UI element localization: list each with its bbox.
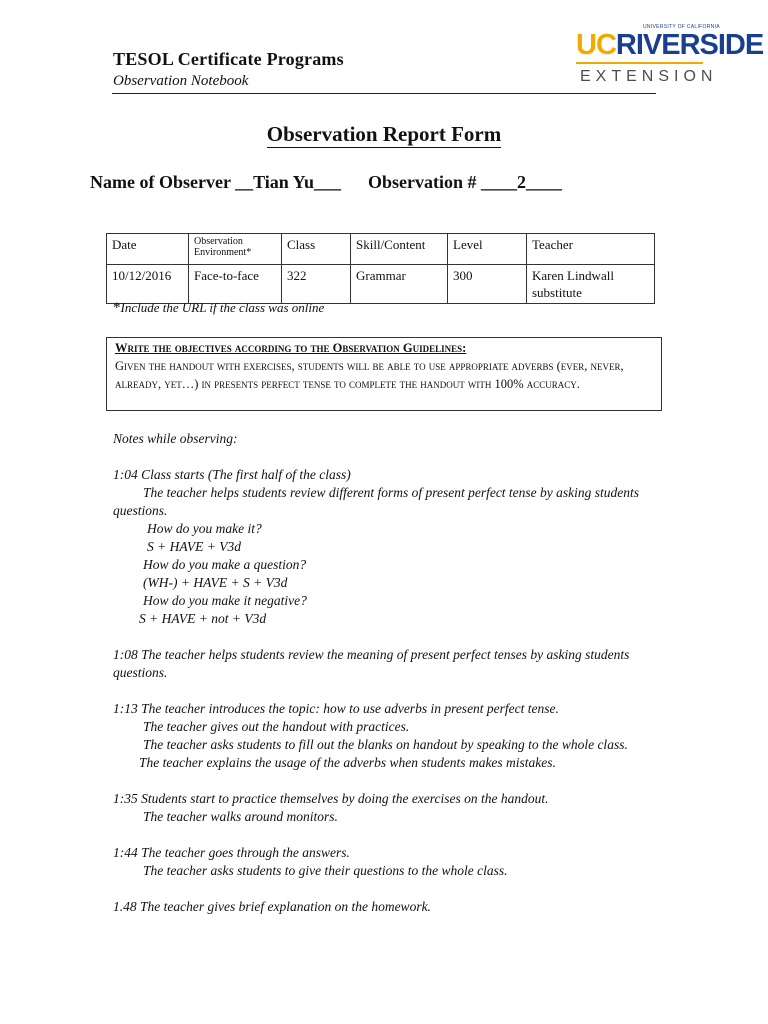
note-line: 1:35 Students start to practice themselves by doing the exercises on the handout. (113, 791, 549, 806)
cell-class: 322 (282, 265, 351, 304)
col-header-class: Class (282, 234, 351, 265)
observer-line: Name of Observer __Tian Yu___ Observation # ____2____ (90, 172, 563, 192)
col-header-environment: Observation Environment* (189, 234, 282, 265)
logo-university-text: UNIVERSITY OF CALIFORNIA (643, 24, 720, 30)
cell-skill: Grammar (351, 265, 448, 304)
ucr-extension-logo (570, 22, 764, 92)
footnote-text: Include the URL if the class was online (120, 300, 325, 315)
table-header-row (107, 234, 655, 265)
note-line: The teacher explains the usage of the adverbs when students makes mistakes. (139, 755, 556, 770)
form-title (0, 122, 768, 147)
url-footnote (113, 300, 324, 317)
objectives-body: Given the handout with exercises, students will be able to use appropriate adverbs (ever, never, already, yet…) in presents perfect tense to complete the handout with 100% accuracy. (115, 359, 624, 391)
observation-info-table (106, 233, 655, 304)
footnote-asterisk: * (113, 300, 121, 316)
note-line: How do you make it negative? (143, 593, 307, 608)
note-line: The teacher walks around monitors. (143, 809, 338, 824)
logo-riverside-text: RIVERSIDE (615, 29, 764, 61)
note-line: The teacher asks students to give their questions to the whole class. (143, 863, 508, 878)
note-line: The teacher helps students review different forms of present perfect tense by asking students questions. (113, 485, 640, 518)
col-header-level: Level (448, 234, 527, 265)
note-line: 1:13 The teacher introduces the topic: how to use adverbs in present perfect tense. (113, 701, 559, 716)
col-header-date: Date (107, 234, 189, 265)
note-line: The teacher asks students to fill out the blanks on handout by speaking to the whole class. (143, 737, 628, 752)
logo-extension-text: EXTENSION (580, 68, 718, 85)
form-title-text: Observation Report Form (266, 122, 502, 146)
cell-teacher: Karen Lindwall substitute (527, 265, 655, 304)
note-line: S + HAVE + not + V3d (139, 611, 267, 626)
note-line: S + HAVE + V3d (147, 539, 242, 554)
notes-heading: Notes while observing: (113, 431, 238, 446)
notebook-subtitle: Observation Notebook (113, 73, 249, 89)
note-line: (WH-) + HAVE + S + V3d (143, 575, 288, 590)
header-divider (112, 93, 656, 94)
cell-date: 10/12/2016 (107, 265, 189, 304)
note-line: 1:08 The teacher helps students review the meaning of present perfect tenses by asking students questions. (113, 647, 630, 680)
logo-divider (576, 62, 703, 64)
cell-environment: Face-to-face (189, 265, 282, 304)
note-line: 1:44 The teacher goes through the answers. (113, 845, 350, 860)
observation-notes (113, 430, 673, 916)
objectives-title: Write the objectives according to the Observation Guidelines: (115, 341, 467, 355)
table-row (107, 265, 655, 304)
note-line: The teacher gives out the handout with practices. (143, 719, 410, 734)
note-line: 1.48 The teacher gives brief explanation on the homework. (113, 899, 431, 914)
note-line: How do you make a question? (143, 557, 307, 572)
note-line: How do you make it? (147, 521, 262, 536)
col-header-skill: Skill/Content (351, 234, 448, 265)
note-line: 1:04 Class starts (The first half of the class) (113, 467, 351, 482)
program-title: TESOL Certificate Programs (113, 49, 344, 69)
col-header-teacher: Teacher (527, 234, 655, 265)
objectives-box (106, 337, 662, 411)
cell-level: 300 (448, 265, 527, 304)
logo-uc-text: UC (576, 29, 616, 61)
